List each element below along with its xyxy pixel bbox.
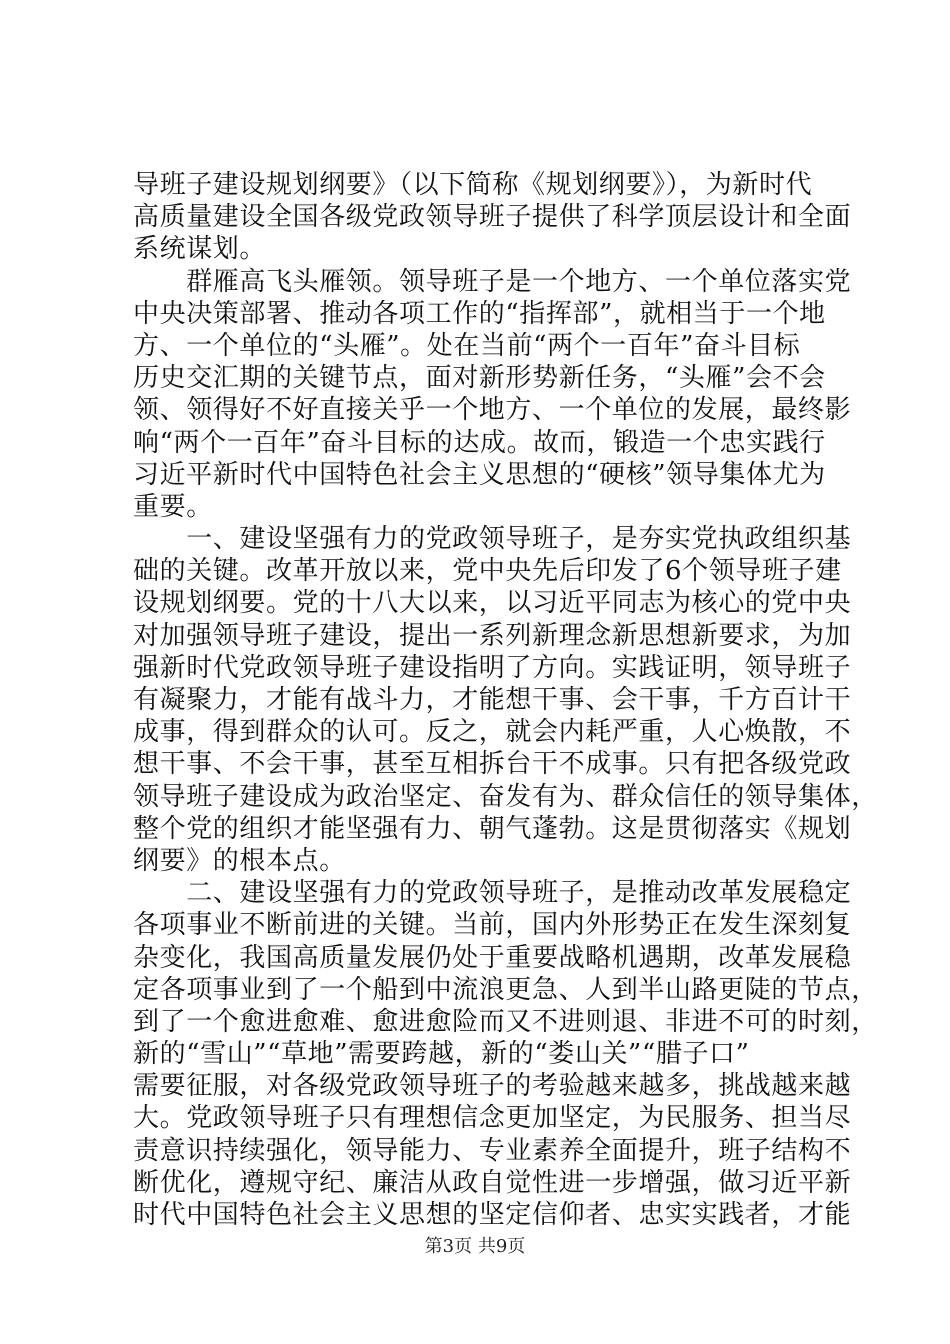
text-line: 纲要》的根本点。 (133, 845, 346, 876)
text-line: 整个党的组织才能坚强有力、朝气蓬勃。这是贯彻落实《规划 (133, 813, 852, 844)
text-line: 杂变化，我国高质量发展仍处于重要战略机遇期，改革发展稳 (133, 942, 852, 973)
text-line: 各项事业不断前进的关键。当前，国内外形势正在发生深刻复 (133, 910, 852, 941)
text-line: 础的关键。改革开放以来，党中央先后印发了6个领导班子建 (133, 556, 842, 587)
text-line: 二、建设坚强有力的党政领导班子，是推动改革发展稳定 (133, 878, 852, 909)
text-line: 方、一个单位的“头雁”。处在当前“两个一百年”奋斗目标 (133, 330, 801, 361)
text-line: 对加强领导班子建设，提出一系列新理念新思想新要求，为加 (133, 620, 852, 651)
text-line: 定各项事业到了一个船到中流浪更急、人到半山路更陡的节点， (133, 974, 878, 1005)
text-line: 责意识持续强化，领导能力、专业素养全面提升，班子结构不 (133, 1135, 852, 1166)
text-line: 中央决策部署、推动各项工作的“指挥部”，就相当于一个地 (133, 298, 826, 329)
text-line: 想干事、不会干事，甚至互相拆台干不成事。只有把各级党政 (133, 749, 852, 780)
text-line: 到了一个愈进愈难、愈进愈险而又不进则退、非进不可的时刻， (133, 1006, 878, 1037)
text-line: 一、建设坚强有力的党政领导班子，是夯实党执政组织基 (133, 524, 852, 555)
text-line: 设规划纲要。党的十八大以来，以习近平同志为核心的党中央 (133, 588, 852, 619)
text-line: 响“两个一百年”奋斗目标的达成。故而，锻造一个忠实践行 (133, 427, 826, 458)
text-line: 高质量建设全国各级党政领导班子提供了科学顶层设计和全面 (133, 202, 852, 233)
text-line: 历史交汇期的关键节点，面对新形势新任务，“头雁”会不会 (133, 363, 826, 394)
text-line: 系统谋划。 (133, 234, 267, 265)
text-line: 重要。 (133, 491, 213, 522)
page-number-footer: 第3页 共9页 (424, 1236, 526, 1257)
text-line: 时代中国特色社会主义思想的坚定信仰者、忠实实践者，才能 (133, 1200, 852, 1230)
text-line: 有凝聚力，才能有战斗力，才能想干事、会干事，千方百计干 (133, 685, 852, 715)
text-line: 强新时代党政领导班子建设指明了方向。实践证明，领导班子 (133, 652, 852, 683)
text-line: 成事，得到群众的认可。反之，就会内耗严重，人心焕散，不 (133, 717, 852, 748)
text-line: 领导班子建设成为政治坚定、奋发有为、群众信任的领导集体， (133, 781, 878, 812)
text-line: 断优化，遵规守纪、廉洁从政自觉性进一步增强，做习近平新 (133, 1167, 852, 1198)
text-line: 群雁高飞头雁领。领导班子是一个地方、一个单位落实党 (133, 266, 852, 297)
text-line: 需要征服，对各级党政领导班子的考验越来越多，挑战越来越 (133, 1071, 852, 1102)
text-line: 导班子建设规划纲要》（以下简称《规划纲要》），为新时代 (133, 170, 813, 200)
text-line: 大。党政领导班子只有理想信念更加坚定，为民服务、担当尽 (133, 1103, 852, 1134)
text-line: 领、领得好不好直接关乎一个地方、一个单位的发展，最终影 (133, 395, 852, 426)
text-line: 新的“雪山”“草地”需要跨越，新的“娄山关”“腊子口” (133, 1039, 750, 1070)
body-text (133, 169, 878, 1231)
text-line: 习近平新时代中国特色社会主义思想的“硬核”领导集体尤为 (133, 459, 826, 490)
